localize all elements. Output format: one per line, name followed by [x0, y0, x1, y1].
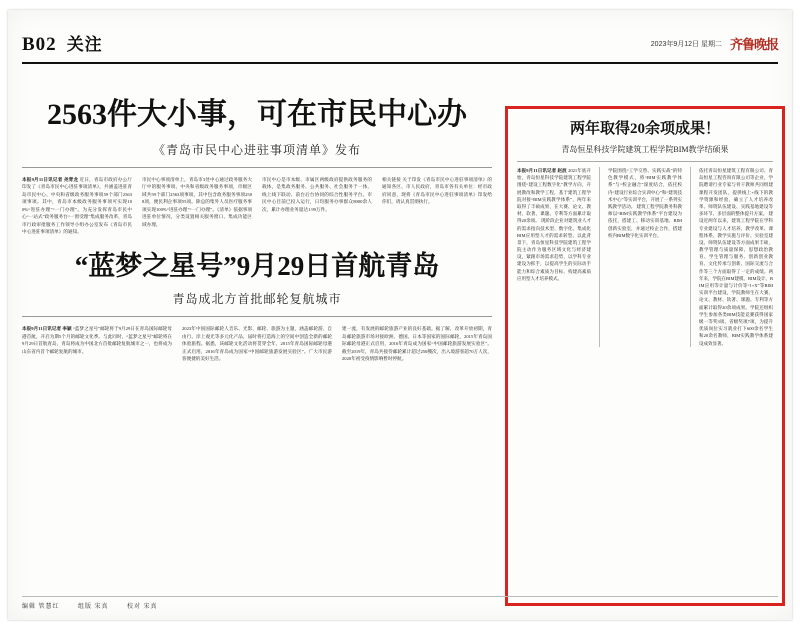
footer-proof: 校对 宋真	[127, 604, 158, 610]
footer-credits	[22, 596, 778, 610]
newspaper-logo: 齐鲁晚报	[729, 37, 778, 52]
article-cruise-ship	[22, 252, 492, 363]
article2-headline: “蓝梦之星号”9月29日首航青岛	[74, 250, 440, 281]
article1-column-1	[22, 176, 132, 236]
boxed-body-3: 学院围绕“工学交替、实践实战”的特色教学模式，将“BIM实践教学体系”与“校企融合”深度结合，依托校内“建设行业综合实训中心”和“建筑技术中心”等实训平台，开展了一系列实践教学活动。	[608, 168, 682, 209]
column-divider	[690, 167, 691, 347]
article2-column-1	[22, 325, 172, 362]
boxed-body-1: 2021年底开始，青岛恒星科技学院建筑工程学院围绕“建设工程数字化”教学方向，开展教改和教学工程，基于建筑工程学院对接“BIM实践教学体系”，两年来取得了丰硕成果，在大赛、论文、教材、软著、课题、专利等方面累计取得20余项。	[517, 168, 591, 224]
article-civic-center	[22, 98, 492, 236]
divider	[22, 316, 492, 317]
masthead-right	[651, 34, 778, 53]
article2-column-2: 2023年中国国际邮轮人音乐、光影、邮轮、旅游为主题，涵盖邮轮游、自由行、岸上观光等多元化产品，届时将打造海上的空间中创造全新的邮轮体验旅程。据悉，该邮轮文化活动将贯穿全年，2015年青岛国际邮轮母港正式启用，2016年青岛成为国家“中国邮轮旅游发展实验区”。广大市民游客便捷的美好生活。	[182, 326, 332, 361]
article1-headline: 2563件大小事，可在市民中心办	[47, 98, 467, 131]
article2-body-1: “蓝梦之星号”邮轮将于9月29日在青岛国际邮轮母港首航，开启为期5个月的邮轮文化季。与此同时，“蓝梦之星号”邮轮将在9月29日首航青岛，青岛将成为中国北方首批邮轮复航城市之一，也将成为山东省内首个邮轮复航的城市。	[22, 326, 172, 354]
boxed-column-3	[699, 167, 773, 347]
boxed-body-2: 现阶段企业对建筑业人才的需求指向技术型、数字化、集成化BIM应用型人才的需求转型。以此背景下，青岛恒星科技学院建筑工程学院主动作为服务区域文化与经济建设，紧跟市场需求趋势，以学科专业建设为抓手，以提高学生的实际动手能力和综合素质为目标，构建高素质应用型人才培养模式。	[517, 218, 592, 281]
boxed-byline: 本报9月11日讯记者 赵波	[517, 168, 567, 173]
section-name: 关注	[66, 35, 103, 54]
boxed-subhead: 青岛恒星科技学院建筑工程学院BIM教学结硕果	[561, 145, 729, 154]
boxed-body-5: 依托青岛恒星建筑工程有限公司、青岛恒星工程咨询有限公司等企业，学院聘请行业专家与骨干教师共同组建课程开发团队，提供线上+线下的教学资源和经验，确立了人才培养改革、师资队伍建设、实践基地建设等多环节、多层面的整体提升方案。	[699, 168, 773, 217]
article1-column-2: 市民中心事项清单上，青岛市3处中心通过政务服务大厅中的服务事项、中央和省级政务服务事项，市级区域共59个部门2563项事项，其中包含政务服务事项2508项，便民利企事项55项。除总的集外人员医疗服务事项实现100%“进驻办理”“一门办理”。《清单》依据事项进驻单位情况，分类设置相关服务窗口、集成功能区域办理。	[142, 177, 252, 227]
article1-byline: 本报9月11日讯记者 尧青龙	[22, 177, 79, 182]
highlighted-article-box	[505, 106, 785, 606]
footer-layout: 组版 宋真	[78, 604, 109, 610]
article2-columns	[22, 325, 492, 362]
article1-column-3: 市民中心是市本级、市属区两级政府提供政务服务的载体，是集政务服务、公共服务、社会服务于一体，线上线下联动、前台后台协同的综合性服务平台。市民中心目前已投入运行，日均服务办事群众8000余人次，累计办理业务量达1.99万件。	[262, 177, 372, 212]
column-divider	[599, 167, 600, 347]
left-article-zone	[22, 70, 492, 362]
paper-sheet	[8, 10, 792, 620]
boxed-column-1	[517, 167, 591, 347]
article1-columns	[22, 176, 492, 236]
boxed-body-6: 建设近两年以来，建筑工程学院在学科专业建设与人才培养、教学改革、课程体系、教学实施与评价、实验室建设、师资队伍建设等方面成果丰硕，教学管理与质量保障、思想政治教育、学生管理与服务、创新创业教育、文化传承与创新、国际交流与合作等三个方面取得了一定的成绩。两年来，学院在BIM建模、BIM设计、BIM应用等计量与计价等“1+X”等BIM实训平台建设，学院教师生在大赛、论文、教材、软著、课题、专利等方面累计取得20余项成果。学院还组织学生参加各类BIM技能竞赛获得国家级一等奖3项、省级奖项7项，为提升优质岗位实习就业打下600余名学生和20余名教师，BIM实践教学体系建设成效显著。	[699, 211, 774, 346]
page-number: B02	[22, 34, 57, 55]
footer-editor: 编辑 管慧红	[22, 604, 60, 610]
boxed-column-2	[608, 167, 682, 347]
article2-column-3: 建一流，有发展的邮轮旅游产业的良好基础。据了解，改革开放初期，青岛邮轮旅游市场对接欧洲、德国、日本等国家的国际邮轮，2015年青岛国际邮轮母港正式启用，2016年青岛成为国家“中国邮轮旅游发展实验区”。截至2019年，青岛共接待邮轮累计超过250艘次，出入境游客超70万人次，2020年初受疫情影响暂时停航。	[342, 326, 492, 361]
masthead-left	[22, 30, 103, 56]
article1-body-1: 近日，青岛市政府办公厅印发了《青岛市民中心进驻事项清单》，共涵盖进驻青岛市民中心、中央和省级政务服务事项59个部门2563项事项。其中，青岛市本级政务服务事项可实现100%“进驻办理”“一门办理”。为充分发挥青岛市民中心“一站式”政务服务台“一窗受理”集成服务改革，青岛市行政审批服务工作领导小组办公室发布《青岛市民中心进驻事项清单》的通知。	[22, 177, 132, 235]
issue-date: 2023年9月12日 星期二	[650, 40, 722, 48]
article1-subhead: 《青岛市民中心进驻事项清单》发布	[152, 143, 361, 157]
boxed-headline: 两年取得20余项成果！	[569, 121, 720, 137]
article2-byline: 本报9月11日讯记者 李颖	[22, 326, 72, 332]
divider	[22, 167, 492, 168]
article2-subhead: 青岛成北方首批邮轮复航城市	[172, 292, 342, 307]
boxed-columns	[517, 167, 773, 347]
divider	[517, 161, 773, 162]
boxed-body-4: 建筑工程学院教务科教师以“BIM实践教学体系”平台建设为依托，搭建工、移动实训基地、BIM创新实验室，并通过校企合作，搭建校内BIM数字化实训平台。	[608, 203, 683, 238]
article1-column-4: 相关链接 关于印发《青岛市民中心进驻事项清单》的通知各区、市人民政府，青岛市各有关单位：经市政府同意，现将《青岛市民中心进驻事项清单》印发给你们，请认真贯彻执行。	[382, 177, 492, 205]
masthead	[22, 28, 778, 64]
